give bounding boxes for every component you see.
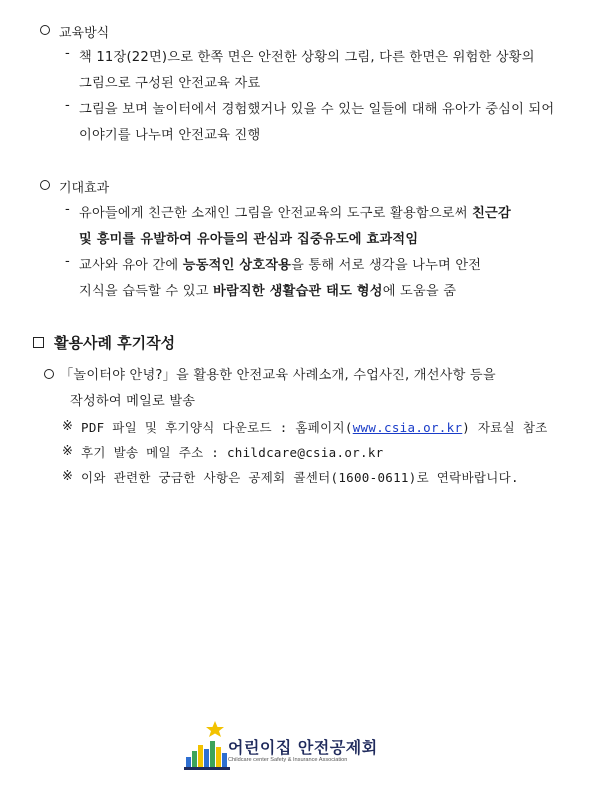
footer-logo [184, 719, 414, 771]
effect-item-1-line-1 [79, 202, 511, 221]
effect-text: 지식을 습득할 수 있고 [79, 284, 209, 299]
effect-bold-text: 친근감 [472, 206, 511, 221]
logo-subtitle: Childcare center Safety & Insurance Association [228, 757, 348, 763]
bullet-circle-icon [40, 25, 50, 35]
effect-text: 유아들에게 친근한 소재인 그림을 안전교육의 도구로 활용함으로써 [79, 206, 468, 221]
dash-mark: - [65, 254, 70, 269]
note-text: PDF 파일 및 후기양식 다운로드 : 홈페이지( [81, 420, 353, 435]
bullet-circle-icon [44, 369, 54, 379]
section-box-icon [33, 337, 44, 348]
note-mark-icon: ※ [62, 419, 73, 434]
bullet-circle-icon [40, 180, 50, 190]
review-intro-line-2: 작성하여 메일로 발송 [70, 394, 196, 409]
section-title-expected-effect: 기대효과 [59, 181, 110, 196]
note-text: ) 자료실 참조 [462, 420, 548, 435]
effect-bold-text: 능동적인 상호작용 [182, 258, 292, 273]
dash-mark: - [65, 98, 70, 113]
note-email: 후기 발송 메일 주소 : childcare@csia.or.kr [81, 445, 384, 460]
effect-item-1-line-2: 및 흥미를 유발하여 유아들의 관심과 집중유도에 효과적임 [79, 232, 419, 247]
note-mark-icon: ※ [62, 469, 73, 484]
section-heading-review: 활용사례 후기작성 [54, 334, 176, 352]
section-title-education-method: 교육방식 [59, 26, 110, 41]
effect-bold-text: 바람직한 생활습관 태도 형성 [213, 284, 383, 299]
edu-item-2-line-1: 그림을 보며 놀이터에서 경험했거나 있을 수 있는 일들에 대해 유아가 중심이 되어 [79, 102, 555, 117]
homepage-link[interactable]: www.csia.or.kr [352, 420, 463, 435]
review-intro-line-1: 「놀이터야 안녕?」을 활용한 안전교육 사례소개, 수업사진, 개선사항 등을 [60, 368, 496, 383]
dash-mark: - [65, 202, 70, 217]
logo-name: 어린이집 안전공제회 [228, 738, 378, 757]
edu-item-2-line-2: 이야기를 나누며 안전교육 진행 [79, 128, 261, 143]
note-mark-icon: ※ [62, 444, 73, 459]
note-contact: 이와 관련한 궁금한 사항은 공제회 콜센터(1600-0611)로 연락바랍니다. [81, 470, 519, 485]
effect-item-2-line-2 [79, 280, 456, 299]
star-building-logo-icon [184, 719, 232, 771]
effect-text: 을 통해 서로 생각을 나누며 안전 [291, 258, 482, 273]
edu-item-1-line-2: 그림으로 구성된 안전교육 자료 [79, 76, 261, 91]
dash-mark: - [65, 46, 70, 61]
note-download [81, 418, 548, 436]
effect-text: 교사와 유아 간에 [79, 258, 179, 273]
edu-item-1-line-1: 책 11장(22면)으로 한쪽 면은 안전한 상황의 그림, 다른 한면은 위험한 상황의 [79, 50, 535, 65]
effect-text: 에 도움을 줌 [382, 284, 457, 299]
effect-item-2-line-1 [79, 254, 481, 273]
